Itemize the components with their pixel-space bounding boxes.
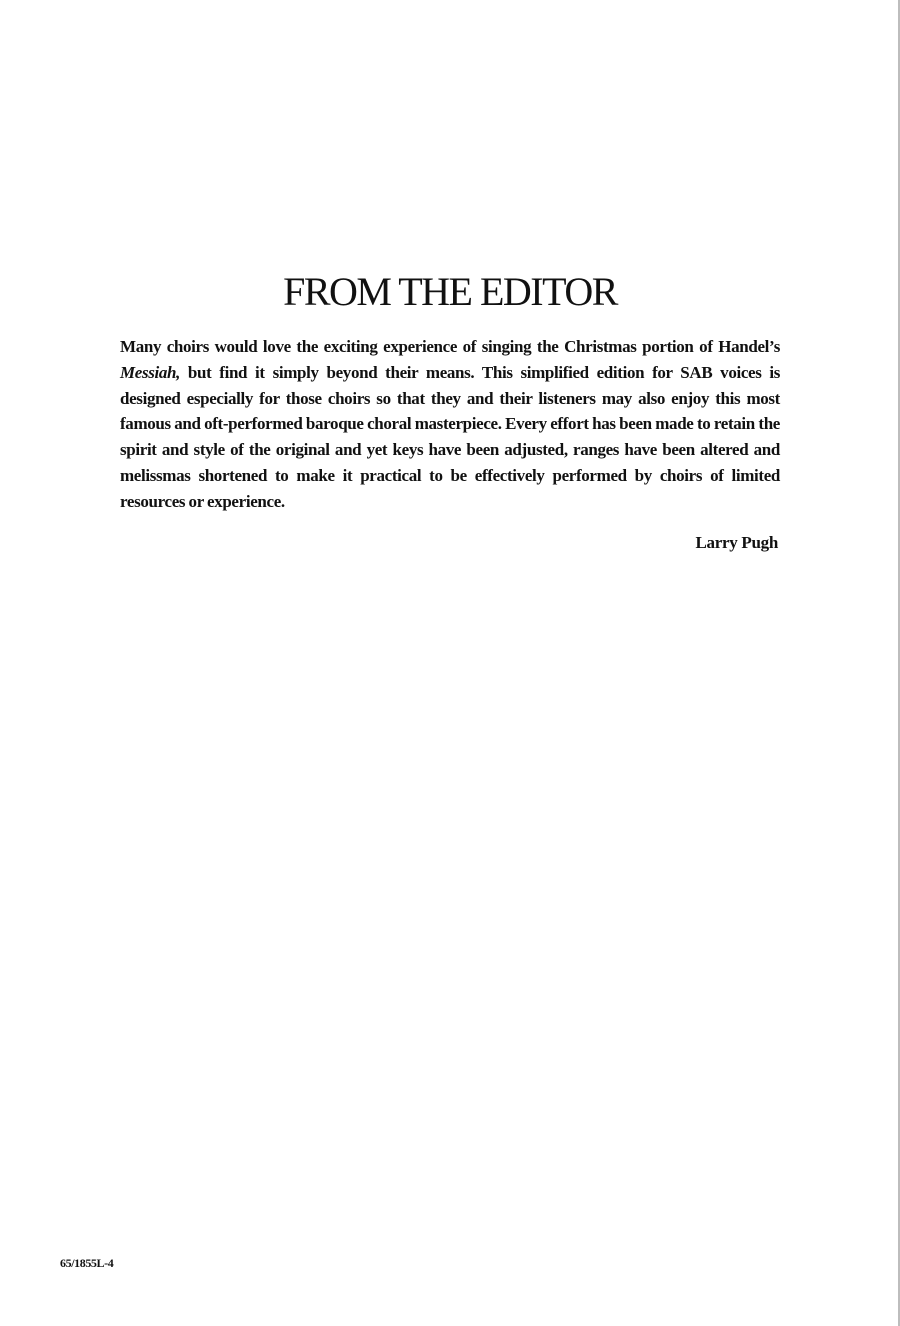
editor-signature: Larry Pugh [695, 533, 778, 552]
catalog-number: 65/1855L-4 [60, 1256, 114, 1270]
paragraph-text-end: but find it simply beyond their means. This simplified edition for SAB voices is designed especially for those choirs so that they and their listeners may also enjoy this most famous and oft-performed baroque choral masterpiece. Every effort has been made to retain the spirit and style of the original and yet keys have been adjusted, ranges have been altered and melissmas shortened to make it practical to be effectively performed by choirs of limited resources or experience. [120, 362, 780, 511]
work-title-italic: Messiah, [120, 362, 181, 382]
editor-note-paragraph [120, 334, 780, 515]
paragraph-text-start: Many choirs would love the exciting experience of singing the Christmas portion of Handel’s [120, 337, 780, 356]
page-title: FROM THE EDITOR [283, 269, 617, 314]
